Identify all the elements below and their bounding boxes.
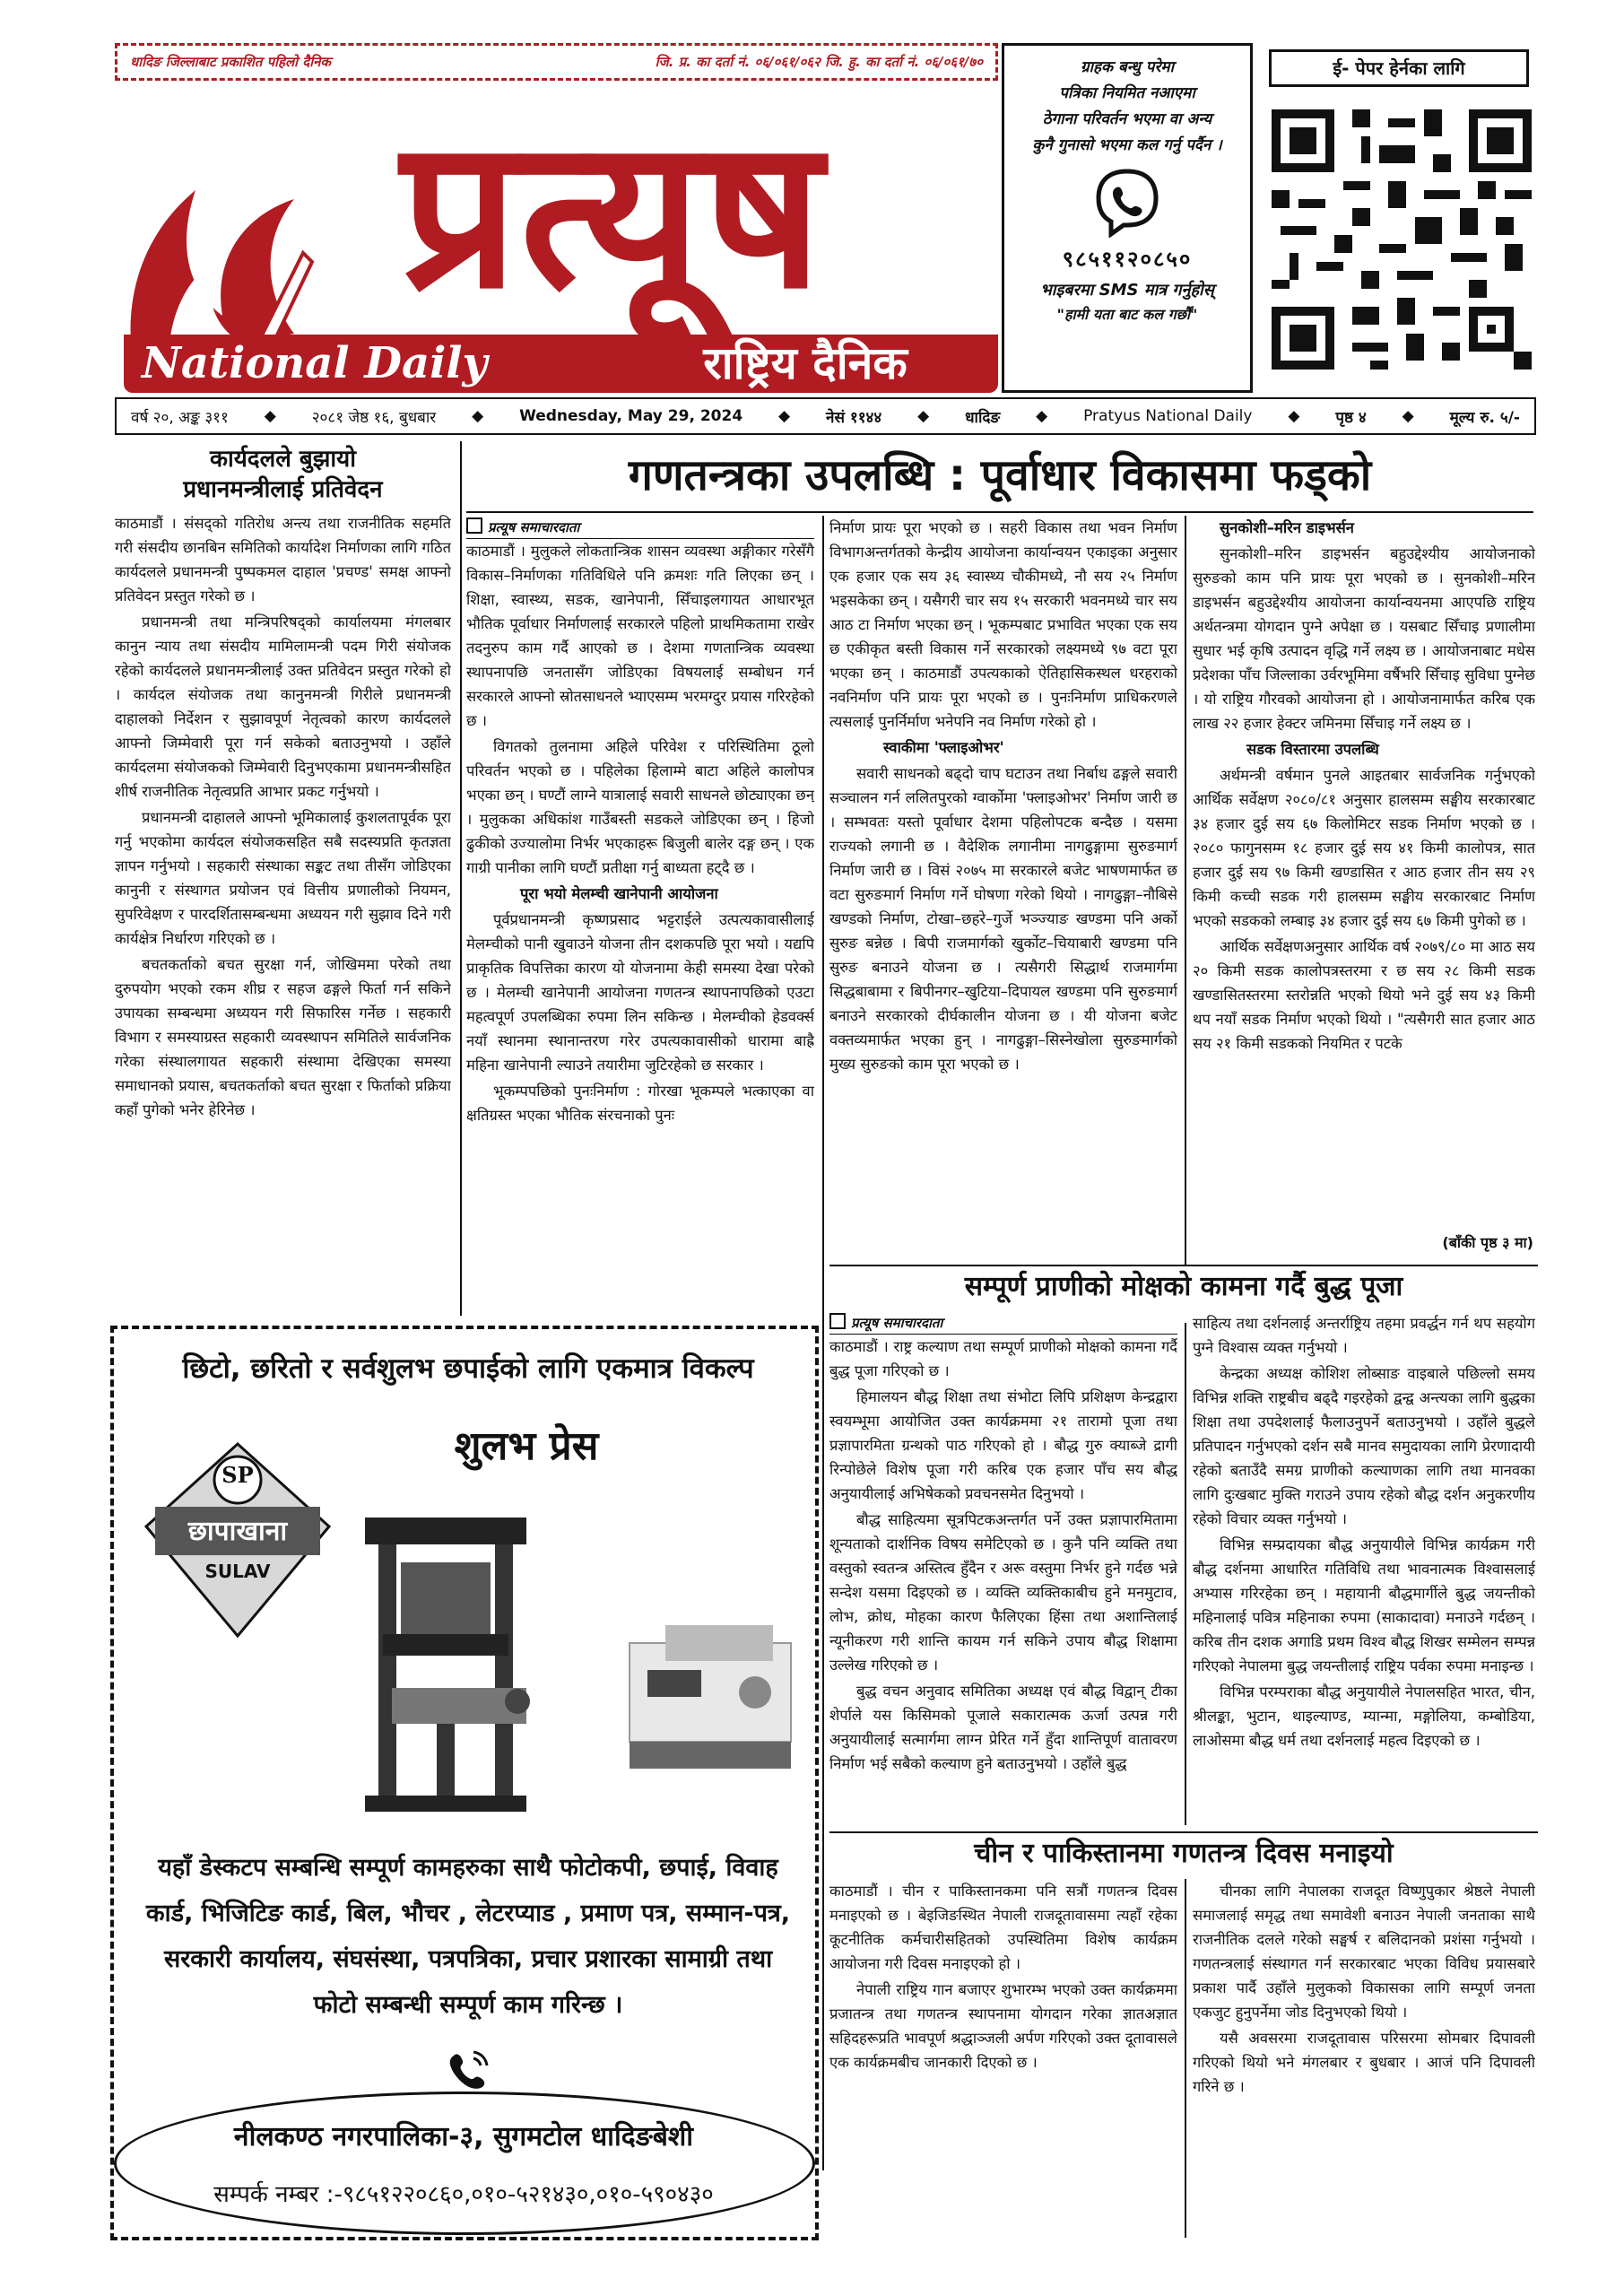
viber-icon xyxy=(1091,166,1163,238)
main-col-2 xyxy=(829,516,1177,1260)
logo-devanagari: प्रत्यूष xyxy=(401,92,824,335)
paragraph: नेपाली राष्ट्रिय गान बजाएर शुभारम्भ भएको उक्त कार्यक्रममा प्रजातन्त्र तथा गणतन्त्र स्थापनामा योगदान गरेका ज्ञातअज्ञात सहिदहरूप्रति भावपूर्ण श्रद्धाञ्जली अर्पण गरिएको उक्त दूतावासले एक कार्यक्रमबीच जानकारी दिएको छ । xyxy=(829,1981,1177,2071)
paragraph: काठमाडौं । चीन र पाकिस्तानकमा पनि सत्रौं गणतन्त्र दिवस मनाइएको छ । बेइजिङस्थित नेपाली राजदूतावासमा त्यहाँ रहेका कूटनीतिक कर्मचारीसहितको उपस्थितिमा विशेष कार्यक्रम आयोजना गरी दिवस मनाइएको हो । xyxy=(829,1883,1177,1972)
qr-code[interactable] xyxy=(1272,109,1532,370)
paragraph: केन्द्रका अध्यक्ष कोशिश लोब्साङ वाइबाले पछिल्लो समय विभिन्न शक्ति राष्ट्रबीच बढ्दै गइरहेको द्वन्द्व अन्त्यका लागि बुद्धका शिक्षा तथा उपदेशलाई फैलाउनुपर्ने बताउनुभयो । उहाँले बुद्धले प्रतिपादन गर्नुभएको दर्शन सबै मानव समुदायका लागि प्रेरणादायी रहेको बताउँदै समग्र प्राणीको कल्याणका लागि तथा मानवका लागि दुःखबाट मुक्ति गराउने उपाय रहेको बौद्ध दर्शन अनुकरणीय रहेको विचार व्यक्त गर्नुभयो । xyxy=(1193,1365,1535,1527)
letterpress-machine-image xyxy=(329,1509,562,1831)
paragraph: काठमाडौं । संसद्को गतिरोध अन्त्य तथा राजनीतिक सहमति गरी संसदीय छानबिन समितिको कार्यादेश निर्माणका लागि गठित कार्यदलले प्रधानमन्त्री पुष्पकमल दाहाल 'प्रचण्ड' समक्ष आफ्नो प्रतिवेदन प्रस्तुत गरेको छ । xyxy=(115,515,451,604)
paragraph: विभिन्न सम्प्रदायका बौद्ध अनुयायीले विभिन्न कार्यक्रम गरी बौद्ध दर्शनमा आधारित गतिविधि तथा भावनात्मक विश्वासलाई अभ्यास गरिरहेका छन् । महायानी बौद्धमार्गीले बुद्ध जयन्तीको महिनालाई पवित्र महिनाका रुपमा (साकादावा) मनाउने गर्दछन् । करिब तीन दशक अगाडि प्रथम विश्व बौद्ध शिखर सम्मेलन सम्पन्न गरिएको नेपालमा बुद्ध जयन्तीलाई राष्ट्रिय पर्वका रुपमा मनाइन्छ । xyxy=(1193,1536,1535,1674)
section-rule xyxy=(829,1265,1538,1266)
date-nepali: २०८१ जेष्ठ १६, बुधबार xyxy=(311,408,437,427)
paragraph: चीनका लागि नेपालका राजदूत विष्णुपुकार श्रेष्ठले नेपाली समाजलाई समृद्ध तथा समावेशी बनाउन नेपाली जनताका साथै राजनीतिक दलले गरेको सङ्घर्ष र बलिदानको प्रशंसा गर्नुभयो । गणतन्त्रलाई संस्थागत गर्न सरकारबाट भएका विविध प्रयासबारे प्रकाश पार्दै उहाँले मुलुकको विकासका लागि सम्पूर्ण जनता एकजुट हुनुपर्नेमा जोड दिनुभएको थियो । xyxy=(1193,1883,1535,2021)
headline-rule xyxy=(466,511,1533,513)
tagline-bar xyxy=(115,43,998,81)
epaper-label: ई- पेपर हेर्नका लागि xyxy=(1269,49,1529,87)
bullet-icon: ◆ xyxy=(917,407,930,425)
sms-note: भाइबरमा SMS मात्र गर्नुहोस् xyxy=(1040,281,1214,300)
paragraph: अर्थमन्त्री वर्षमान पुनले आइतबार सार्वजनिक गर्नुभएको आर्थिक सर्वेक्षण २०८०/८१ अनुसार हालसम्म सङ्घीय सरकारबाट ३४ हजार दुई सय ६७ किलोमिटर सडक निर्माण भएको छ । २०८० फागुनसम्म १८ हजार दुई सय ४१ किमी कालोपत्र, सात हजार दुई सय ९७ किमी खण्डासित र आठ हजार तीन सय २९ किमी कच्ची सडक गरी हालसम्म सङ्घीय सरकारबाट निर्माण भएको सडकको लम्बाइ ३४ हजार दुई सय ६७ किमी पुगेको छ । xyxy=(1193,767,1535,929)
paragraph: सवारी साधनको बढ्दो चाप घटाउन तथा निर्बाध ढङ्गले सवारी सञ्चालन गर्न ललितपुरको ग्वार्कोमा 'फ्लाइओभर' निर्माण जारी छ । सम्भवतः यस्तो पूर्वाधार देशमा पहिलोपटक बन्दैछ । यसमा राज्यको लगानी छ । वैदेशिक लगानीमा नागढुङ्गामा सुरुङमार्ग निर्माण जारी छ । विसं २०७५ मा सरकारले बजेट भाषणमार्फत छ वटा सुरुङमार्ग निर्माण गर्ने घोषणा गरेको थियो । नागढुङ्गा–नौबिसे खण्डको निर्माण, टोखा–छहरे–गुर्जे भञ्ज्याङ खण्डमा पनि अर्को सुरुङ बन्नेछ । बिपी राजमार्गको खुर्कोट–चियाबारी खण्डमा पनि सुरुङ बनाउने योजना छ । त्यसैगरी सिद्धार्थ राजमार्गमा सिद्धबाबामा र बिपीनगर–खुटिया–दिपायल खण्डमा पनि सुरुङमार्ग बनाउने सरकारको दीर्घकालीन योजना छ । यी योजना बजेट वक्तव्यमार्फत भएका हुन् । नागढुङ्गा–सिस्नेखोला सुरुङमार्गको मुख्य सुरुङको काम पूरा भएको छ । xyxy=(829,765,1177,1073)
column-rule xyxy=(1185,1879,1186,2238)
column-rule xyxy=(822,516,824,2170)
logo-english: National Daily xyxy=(142,338,488,388)
main-col-1 xyxy=(466,516,814,1318)
subheading: सुनकोशी–मरिन डाइभर्सन xyxy=(1220,519,1354,536)
bullet-icon: ◆ xyxy=(1036,407,1048,425)
paragraph: प्रधानमन्त्री तथा मन्त्रिपरिषद्को कार्यालयमा मंगलबार कानुन न्याय तथा संसदीय मामिलामन्त्री पदम गिरी संयोजक रहेको कार्यदलले प्रधानमन्त्रीलाई उक्त प्रतिवेदन प्रस्तुत गरेको हो । कार्यदल संयोजक तथा कानुनमन्त्री गिरीले प्रधानमन्त्री दाहालको निर्देशन र सुझावपूर्ण नेतृत्वको कारण कार्यदलले आफ्नो जिम्मेवारी पूरा गर्न सकेको बताउनुभयो । उहाँले कार्यदलमा संयोजकको जिम्मेवारी दिनुभएकामा प्रधानमन्त्रीसहित शीर्ष राजनीतिक नेतृत्वप्रति आभार प्रकट गर्नुभयो । xyxy=(115,613,451,800)
paragraph: हिमालयन बौद्ध शिक्षा तथा संभोटा लिपि प्रशिक्षण केन्द्रद्वारा स्वयम्भूमा आयोजित उक्त कार्यक्रममा २१ तारामो पूजा तथा प्रज्ञापारमिता ग्रन्थको पाठ गरिएको हो । बौद्ध गुरु क्याब्जे द्रागी रिन्पोछेले विशेष पूजा गरी करिब एक हजार पाँच सय बौद्ध अनुयायीलाई अभिषेकको प्रवचनसमेत दिनुभयो । xyxy=(829,1388,1177,1502)
bullet-icon: ◆ xyxy=(264,407,276,425)
left-headline-line-1: कार्यदलले बुझायो xyxy=(210,446,356,473)
paragraph: पूर्वप्रधानमन्त्री कृष्णप्रसाद भट्टराईले उत्पत्यकावासीलाई मेलम्चीको पानी खुवाउने योजना तीन दशकपछि पूरा भयो । यद्यपि प्राकृतिक विपत्तिका कारण यो योजनामा केही समस्या देखा परेको छ । मेलम्ची खानेपानी आयोजना गणतन्त्र स्थापनापछिको एउटा महत्वपूर्ण उपलब्धिका रुपमा लिन सकिन्छ । मेलम्चीको हेडवर्क्स नयाँ स्थानमा स्थानान्तरण गरेर उपत्यकावासीको धारामा बाह्रै महिना खानेपानी ल्याउने तयारीमा जुटिरहेको छ सरकार । xyxy=(466,911,814,1074)
ad-services: यहाँ डेस्कटप सम्बन्धि सम्पूर्ण कामहरुका साथै फोटोकपी, छपाई, विवाह कार्ड, भिजिटिङ कार्ड, बिल, भौचर , लेटरप्याड , प्रमाण पत्र, सम्मान-पत्र, सरकारी कार्यालय, संघसंस्था, पत्रपत्रिका, प्रचार प्रशारका सामाग्री तथा फोटो सम्बन्धी सम्पूर्ण काम गरिन्छ । xyxy=(145,1854,791,2019)
logo-devanagari-text: छापाखाना xyxy=(187,1516,288,1547)
subheading: पूरा भयो मेलम्ची खानेपानी आयोजना xyxy=(520,885,718,902)
china-col-2 xyxy=(1193,1879,1535,2238)
notice-line: कुनै गुनासो भएमा कल गर्नु पर्दैन । xyxy=(1032,136,1222,154)
china-col-1 xyxy=(829,1879,1177,2238)
bullet-icon: ◆ xyxy=(1288,407,1300,425)
registration-number: जि. प्र. का दर्ता नं. ०६/०६१/०६२ जि. हु. का दर्ता नं. ०६/०६१/७० xyxy=(655,54,983,70)
bullet-icon: ◆ xyxy=(1402,407,1414,425)
paragraph: प्रधानमन्त्री दाहालले आफ्नो भूमिकालाई कुशलतापूर्वक पूरा गर्नु भएकोमा कार्यदल संयोजकसहित सबै सदस्यप्रति कृतज्ञता ज्ञापन गर्नुभयो । सहकारी संस्थाका सङ्कट तथा तीसँग जोडिएका कानुनी र संस्थागत प्रयोजन एवं वित्तीय प्रणालीको नियमन, सुपरिवेक्षण र पारदर्शितासम्बन्धमा अध्ययन गरी सुझाव दिने गरी कार्यक्षेत्र निर्धारण गरिएको छ । xyxy=(115,809,451,947)
byline: प्रत्यूष समाचारदाता xyxy=(466,516,814,539)
column-rule xyxy=(1185,1323,1186,1825)
paragraph: काठमाडौं । मुलुकले लोकतान्त्रिक शासन व्यवस्था अङ्गीकार गरेसँगै विकास–निर्माणका गतिविधिले पनि क्रमशः गति लिएका छन् । शिक्षा, स्वास्थ्य, सडक, खानेपानी, सिँचाइलगायत आधारभूत भौतिक पूर्वाधार निर्माणलाई सरकारले पहिलो प्राथमिकतामा राखेर तदनुरुप काम गर्दै आएको छ । देशमा गणतान्त्रिक व्यवस्था स्थापनापछि जनतासँग जोडिएका विषयलाई सम्बोधन गर्न सरकारले आफ्नो स्रोतसाधनले भ्याएसम्म भरमग्दुर प्रयास गरिरहेको छ । xyxy=(466,543,814,729)
byline-box-icon xyxy=(829,1313,846,1329)
date-english: Wednesday, May 29, 2024 xyxy=(519,407,743,425)
byline: प्रत्यूष समाचारदाता xyxy=(829,1311,1177,1335)
logo-letters: SP xyxy=(221,1462,254,1488)
paragraph: आर्थिक सर्वेक्षणअनुसार आर्थिक वर्ष २०७९/८० मा आठ सय २० किमी सडक कालोपत्रस्तरमा र छ सय २८ किमी सडक खण्डासितस्तरमा स्तरोन्नति भएको थियो भने दुई सय ४३ किमी थप नयाँ सडक निर्माण भएको थियो । "त्यसैगरी सात हजार आठ सय २१ किमी सडकको नियमित र पटके xyxy=(1193,938,1535,1052)
dateline-bar xyxy=(115,397,1536,435)
section-rule xyxy=(829,1831,1538,1833)
paper-name: Pratyus National Daily xyxy=(1083,407,1253,425)
ad-address-oval xyxy=(114,2092,815,2235)
tagline: धादिङ जिल्लाबाट प्रकाशित पहिलो दैनिक xyxy=(130,54,331,70)
subheading: सडक विस्तारमा उपलब्धि xyxy=(1246,741,1379,758)
paragraph: निर्माण प्रायः पूरा भएको छ । सहरी विकास तथा भवन निर्माण विभागअन्तर्गतको केन्द्रीय आयोजना कार्यान्वयन एकाइका अनुसार एक हजार एक सय ३६ स्वास्थ्य चौकीमध्ये, नौ सय २५ निर्माण भइसकेका छन् । यसैगरी चार सय १५ सरकारी भवनमध्ये चार सय आठ टा निर्माण भएका छन् । भूकम्पबाट प्रभावित भएका एक सय छ एकीकृत बस्ती विकास गर्ने सरकारको लक्ष्यमध्ये ९७ वटा पूरा भएका छन् । काठमाडौं उपत्यकाको ऐतिहासिकस्थल धरहराको नवनिर्माण पनि प्रायः पूरा भएको छ । पुनःनिर्माण प्राधिकरणले त्यसलाई पुनर्निर्माण भनेपनि नव निर्माण गरेको हो । xyxy=(829,519,1177,730)
left-story-body xyxy=(115,511,451,1318)
subscriber-notice xyxy=(1002,43,1253,393)
motto: "हामी यता बाट कल गर्छौं" xyxy=(1056,306,1198,323)
column-rule xyxy=(1185,516,1186,1265)
bullet-icon: ◆ xyxy=(778,407,791,425)
ad-address: नीलकण्ठ नगरपालिका-३, सुगमटोल धादिङबेशी xyxy=(233,2121,694,2152)
nepal-sambat: नेसं ११४४ xyxy=(826,408,882,427)
offset-machine-image xyxy=(612,1607,809,1778)
volume: वर्ष २०, अङ्क ३११ xyxy=(131,408,229,427)
main-headline: गणतन्त्रका उपलब्धि : पूर्वाधार विकासमा फड्को xyxy=(628,450,1372,500)
notice-line: ठेगाना परिवर्तन भएमा वा अन्य xyxy=(1042,110,1212,128)
paragraph: बौद्ध साहित्यमा सूत्रपिटकअन्तर्गत पर्ने उक्त प्रज्ञापारमितामा शून्यताको दार्शनिक विषय समेटिएको छ । कुनै पनि व्यक्ति तथा वस्तुको स्वतन्त्र अस्तित्व हुँदैन र अरू वस्तुमा निर्भर हुने गर्दछ भन्ने सन्देश यसमा दिइएको छ । व्यक्ति व्यक्तिकाबीच हुने मनमुटाव, लोभ, क्रोध, मोहका कारण फैलिएका हिंसा तथा अशान्तिलाई न्यूनीकरण गरी शान्ति कायम गर्न सकिने उपाय बौद्ध शिक्षामा उल्लेख गरिएको छ । xyxy=(829,1511,1177,1674)
logo-english-text: SULAV xyxy=(204,1561,271,1582)
paragraph: साहित्य तथा दर्शनलाई अन्तर्राष्ट्रिय तहमा प्रवर्द्धन गर्न थप सहयोग पुग्ने विश्वास व्यक्त गर्नुभयो । xyxy=(1193,1315,1535,1356)
left-headline-line-2: प्रधानमन्त्रीलाई प्रतिवेदन xyxy=(183,476,383,503)
continued-note: (बाँकी पृष्ठ ३ मा) xyxy=(1442,1234,1533,1251)
page-number: पृष्ठ ४ xyxy=(1335,408,1367,427)
ad-company: शुलभ प्रेस xyxy=(454,1423,599,1469)
notice-line: ग्राहक बन्धु परेमा xyxy=(1081,58,1174,76)
paragraph: सुनकोशी–मरिन डाइभर्सन बहुउद्देश्यीय आयोजनाको सुरुङको काम पनि प्रायः पूरा भएको छ । सुनकोशी–मरिन डाइभर्सन बहुउद्देश्यीय आयोजना कार्यान्वयनमा आएपछि राष्ट्रिय अर्थतन्त्रमा योगदान पुग्ने अपेक्षा छ । यसबाट सिँचाइ प्रणालीमा सुधार भई कृषि उत्पादन वृद्धि गर्ने लक्ष्य छ । आयोजनाबाट मधेस प्रदेशका पाँच जिल्लाका उर्वरभूमिमा वर्षैभरि सिँचाइ सुविधा पुग्नेछ । यो राष्ट्रिय गौरवको आयोजना हो । आयोजनामार्फत करिब एक लाख २२ हजार हेक्टर जमिनमा सिँचाइ गर्ने लक्ष्य छ । xyxy=(1193,545,1535,732)
column-rule xyxy=(460,441,462,1316)
byline-box-icon xyxy=(466,517,482,534)
paragraph: विभिन्न परम्पराका बौद्ध अनुयायीले नेपालसहित भारत, चीन, श्रीलङ्का, भुटान, थाइल्याण्ड, म्यान्मा, मङ्गोलिया, कम्बोडिया, लाओसमा बौद्ध धर्म तथा दर्शनलाई महत्व दिइएको छ । xyxy=(1193,1683,1535,1749)
main-col-3 xyxy=(1193,516,1535,1231)
advertisement[interactable] xyxy=(110,1326,819,2240)
price: मूल्य रु. ५/- xyxy=(1449,408,1520,427)
paragraph: बुद्ध वचन अनुवाद समितिका अध्यक्ष एवं बौद्ध विद्वान् टीका शेर्पाले यस किसिमको पूजाले सकारात्मक ऊर्जा उत्पन्न गरी अनुयायीलाई सत्मार्गमा लाग्न प्रेरित गर्ने हुँदा शान्तिपूर्ण वातावरण निर्माण भई सबैको कल्याण हुने बताउनुभयो । उहाँले बुद्ध xyxy=(829,1683,1177,1772)
notice-phone: ९८५११२०८५० xyxy=(1062,247,1193,272)
buddha-col-1 xyxy=(829,1311,1177,1830)
paragraph: भूकम्पपछिको पुनःनिर्माण : गोरखा भूकम्पले भत्काएका वा क्षतिग्रस्त भएका भौतिक संरचनाको पुनः xyxy=(466,1083,814,1124)
buddha-headline: सम्पूर्ण प्राणीको मोक्षको कामना गर्दै बुद्ध पूजा xyxy=(964,1271,1403,1302)
paragraph: बचतकर्ताको बचत सुरक्षा गर्न, जोखिममा परेको तथा दुरुपयोग भएको रकम शीघ्र र सहज ढङ्गले फिर्ता गर्न सकिने उपायका सम्बन्धमा अध्ययन गरी सिफारिस गर्नेछ । सहकारी विभाग र समस्याग्रस्त सहकारी व्यवस्थापन समितिले सार्वजनिक गरेका संस्थालगायत सहकारी संस्थामा देखिएका समस्या समाधानको प्रयास, बचतकर्ताको बचत सुरक्षा र फिर्ताको प्रक्रिया कहाँ पुगेको भनेर हेरिनेछ । xyxy=(115,956,451,1118)
subheading: स्वाकीमा 'फ्लाइओभर' xyxy=(883,739,1004,756)
paragraph: विगतको तुलनामा अहिले परिवेश र परिस्थितिमा ठूलो परिवर्तन भएको छ । पहिलेका हिलाम्मे बाटा अहिले कालोपत्र भएका छन् । घण्टौं लाग्ने यात्रालाई सवारी साधनले छोट्याएका छन् । मुलुकका अधिकांश गाउँबस्ती सडकले जोडिएका छन् । हिजो ढुकीको उज्यालोमा निर्भर भएकाहरू बिजुली बालेर दङ्ग छन् । एक गाग्री पानीका लागि घण्टौं प्रतीक्षा गर्नु बाध्यता हट्दै छ । xyxy=(466,738,814,876)
masthead xyxy=(115,43,998,402)
bullet-icon: ◆ xyxy=(472,407,484,425)
logo-subtitle: राष्ट्रिय दैनिक xyxy=(703,337,908,389)
phone-icon xyxy=(441,2047,495,2092)
place: धादिङ xyxy=(965,408,1001,427)
paragraph: यसै अवसरमा राजदूतावास परिसरमा सोमबार दिपावली गरिएको थियो भने मंगलबार र बुधबार । आजं पनि दिपावली गरिने छ । xyxy=(1193,2030,1535,2095)
notice-line: पत्रिका नियमित नआएमा xyxy=(1059,84,1195,102)
china-headline: चीन र पाकिस्तानमा गणतन्त्र दिवस मनाइयो xyxy=(974,1838,1394,1869)
buddha-col-2 xyxy=(1193,1311,1535,1827)
ad-tagline: छिटो, छरितो र सर्वशुलभ छपाईको लागि एकमात्र विकल्प xyxy=(182,1352,754,1385)
paragraph: काठमाडौं । राष्ट्र कल्याण तथा सम्पूर्ण प्राणीको मोक्षको कामना गर्दै बुद्ध पूजा गरिएको छ । xyxy=(829,1338,1177,1379)
ad-contact: सम्पर्क नम्बर :-९८५१२२०८६०,०१०-५२१४३०,०१०-५९०४३० xyxy=(213,2181,714,2208)
left-story-headline xyxy=(115,444,451,505)
